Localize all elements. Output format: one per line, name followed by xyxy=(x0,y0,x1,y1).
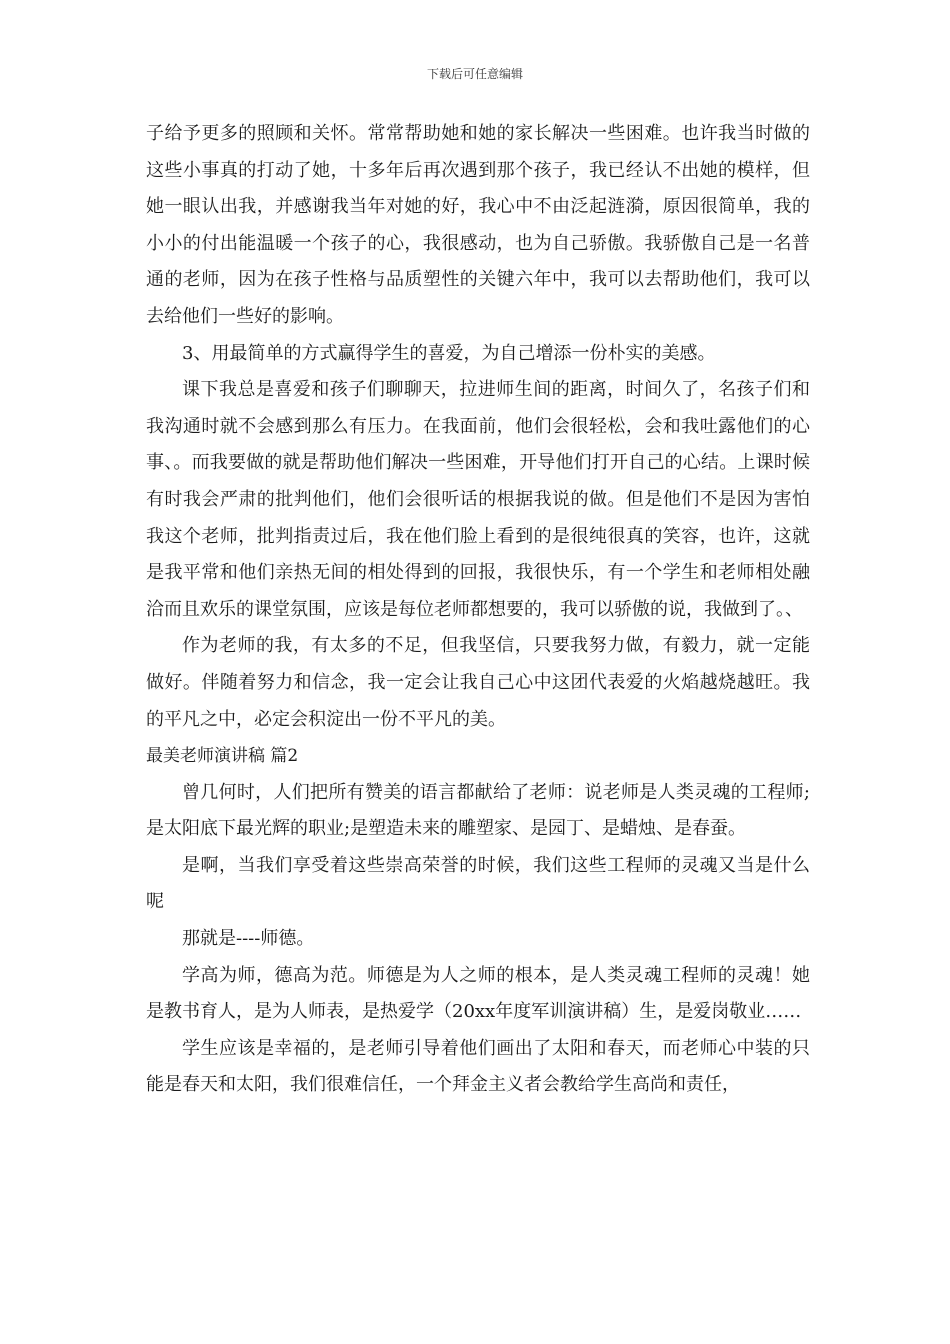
paragraph-as-teacher: 作为老师的我，有太多的不足，但我坚信，只要我努力做，有毅力，就一定能做好。伴随着努力和信念，我一定会让我自己心中这团代表爱的火焰越烧越旺。我的平凡之中，必定会积淀出一份不平凡的美。 xyxy=(146,635,810,730)
document-body xyxy=(146,116,810,1104)
paragraph-students-happy: 学生应该是幸福的，是老师引导着他们画出了太阳和春天，而老师心中装的只能是春天和太阳，我们很难信任，一个拜金主义者会教给学生高尚和责任， xyxy=(146,1037,810,1096)
paragraph-question: 是啊，当我们享受着这些崇高荣誉的时候，我们这些工程师的灵魂又当是什么呢 xyxy=(146,854,810,913)
paragraph-virtue: 学高为师，德高为范。师德是为人之师的根本，是人类灵魂工程师的灵魂！她是教书育人，是为人师表，是热爱学（20xx年度军训演讲稿）生，是爱岗敬业…… xyxy=(146,964,810,1023)
paragraph-point-3: 3、用最简单的方式赢得学生的喜爱，为自己增添一份朴实的美感。 xyxy=(182,342,716,364)
page-header-note: 下载后可任意编辑 xyxy=(426,67,523,81)
paragraph-answer: 那就是----师德。 xyxy=(182,928,315,950)
paragraph-praise: 曾几何时，人们把所有赞美的语言都献给了老师：说老师是人类灵魂的工程师;是太阳底下最光辉的职业;是塑造未来的雕塑家、是园丁、是蜡烛、是春蚕。 xyxy=(146,781,810,840)
paragraph-continued: 子给予更多的照顾和关怀。常常帮助她和她的家长解决一些困难。也许我当时做的这些小事真的打动了她，十多年后再次遇到那个孩子，我已经认不出她的模样，但她一眼认出我，并感谢我当年对她的好，我心中不由泛起涟漪，原因很简单，我的小小的付出能温暖一个孩子的心，我很感动，也为自己骄傲。我骄傲自己是一名普通的老师，因为在孩子性格与品质塑性的关键六年中，我可以去帮助他们，我可以去给他们一些好的影响。 xyxy=(146,123,810,327)
section-heading: 最美老师演讲稿 篇2 xyxy=(146,746,299,767)
paragraph-after-class: 课下我总是喜爱和孩子们聊聊天，拉进师生间的距离，时间久了，名孩子们和我沟通时就不会感到那么有压力。在我面前，他们会很轻松，会和我吐露他们的心事、。而我要做的就是帮助他们解决一些困难，开导他们打开自己的心结。上课时候有时我会严肃的批判他们，他们会很听话的根据我说的做。但是他们不是因为害怕我这个老师，批判指责过后，我在他们脸上看到的是很纯很真的笑容，也许，这就是我平常和他们亲热无间的相处得到的回报，我很快乐，有一个学生和老师相处融洽而且欢乐的课堂氛围，应该是每位老师都想要的，我可以骄傲的说，我做到了。、 xyxy=(146,379,810,620)
